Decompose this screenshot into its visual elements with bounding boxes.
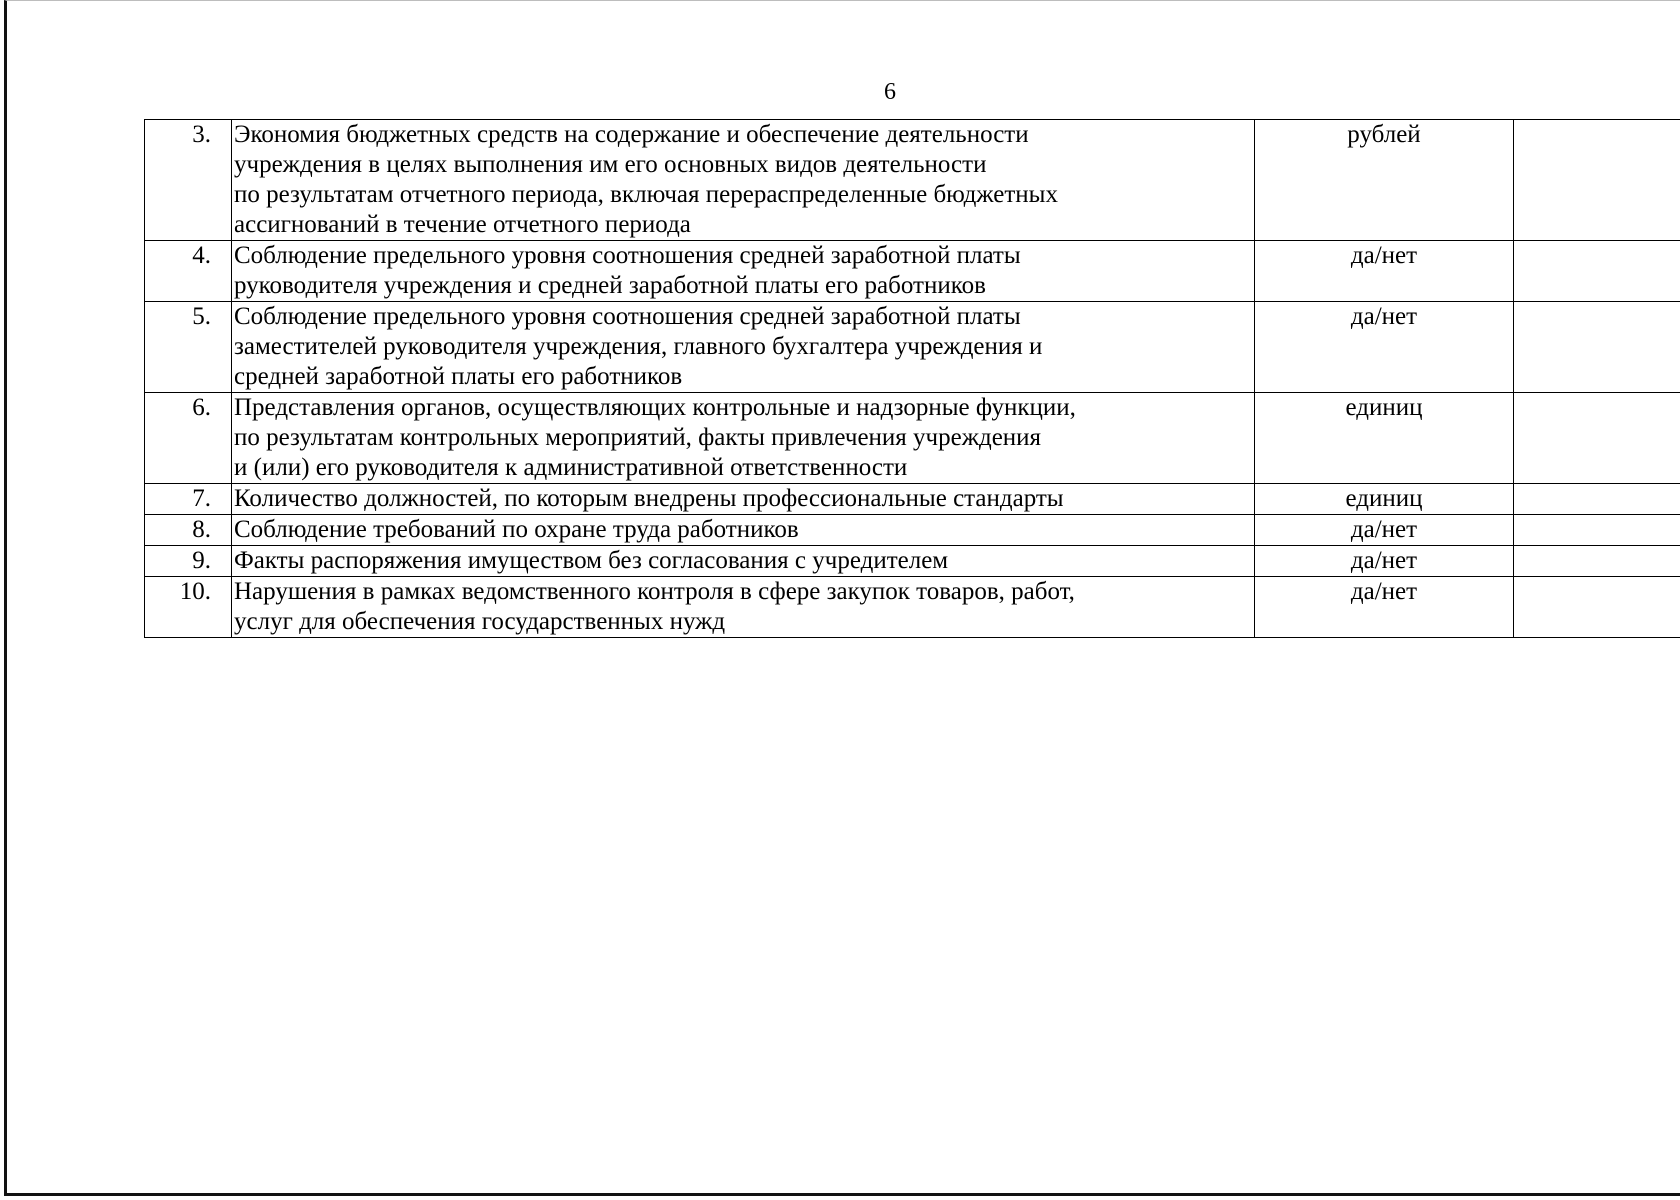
indicator-description: Количество должностей, по которым внедрены профессиональные стандарты xyxy=(232,484,1255,515)
table-row xyxy=(145,515,1680,546)
row-number: 4. xyxy=(145,241,232,302)
row-number: 9. xyxy=(145,546,232,577)
unit-of-measure: единиц xyxy=(1255,393,1514,484)
table-row xyxy=(145,546,1680,577)
value-cell xyxy=(1514,577,1680,638)
row-number: 3. xyxy=(145,120,232,241)
indicator-description: Соблюдение предельного уровня соотношения средней заработной платы руководителя учреждения и средней заработной платы его работников xyxy=(232,241,1255,302)
page-number: 6 xyxy=(884,79,896,105)
row-number: 10. xyxy=(145,577,232,638)
unit-of-measure: да/нет xyxy=(1255,546,1514,577)
indicators-table xyxy=(144,119,1680,638)
value-cell xyxy=(1514,515,1680,546)
value-cell xyxy=(1514,302,1680,393)
table-row xyxy=(145,120,1680,241)
table-row xyxy=(145,241,1680,302)
row-number: 8. xyxy=(145,515,232,546)
value-cell xyxy=(1514,484,1680,515)
value-cell xyxy=(1514,393,1680,484)
unit-of-measure: рублей xyxy=(1255,120,1514,241)
value-cell xyxy=(1514,120,1680,241)
table-row xyxy=(145,302,1680,393)
indicator-description: Соблюдение требований по охране труда работников xyxy=(232,515,1255,546)
unit-of-measure: да/нет xyxy=(1255,515,1514,546)
value-cell xyxy=(1514,546,1680,577)
unit-of-measure: единиц xyxy=(1255,484,1514,515)
indicator-description: Нарушения в рамках ведомственного контроля в сфере закупок товаров, работ, услуг для обеспечения государственных нужд xyxy=(232,577,1255,638)
indicator-description: Соблюдение предельного уровня соотношения средней заработной платы заместителей руководителя учреждения, главного бухгалтера учреждения и средней заработной платы его работников xyxy=(232,302,1255,393)
unit-of-measure: да/нет xyxy=(1255,577,1514,638)
indicator-description: Факты распоряжения имуществом без согласования с учредителем xyxy=(232,546,1255,577)
row-number: 5. xyxy=(145,302,232,393)
indicator-description: Экономия бюджетных средств на содержание и обеспечение деятельности учреждения в целях выполнения им его основных видов деятельности по результатам отчетного периода, включая перераспределенные бюджетных ассигнований в течение отчетного периода xyxy=(232,120,1255,241)
unit-of-measure: да/нет xyxy=(1255,241,1514,302)
table-row xyxy=(145,577,1680,638)
indicator-description: Представления органов, осуществляющих контрольные и надзорные функции, по результатам контрольных мероприятий, факты привлечения учреждения и (или) его руководителя к административной ответственности xyxy=(232,393,1255,484)
unit-of-measure: да/нет xyxy=(1255,302,1514,393)
row-number: 7. xyxy=(145,484,232,515)
table-row xyxy=(145,484,1680,515)
row-number: 6. xyxy=(145,393,232,484)
table-row xyxy=(145,393,1680,484)
value-cell xyxy=(1514,241,1680,302)
